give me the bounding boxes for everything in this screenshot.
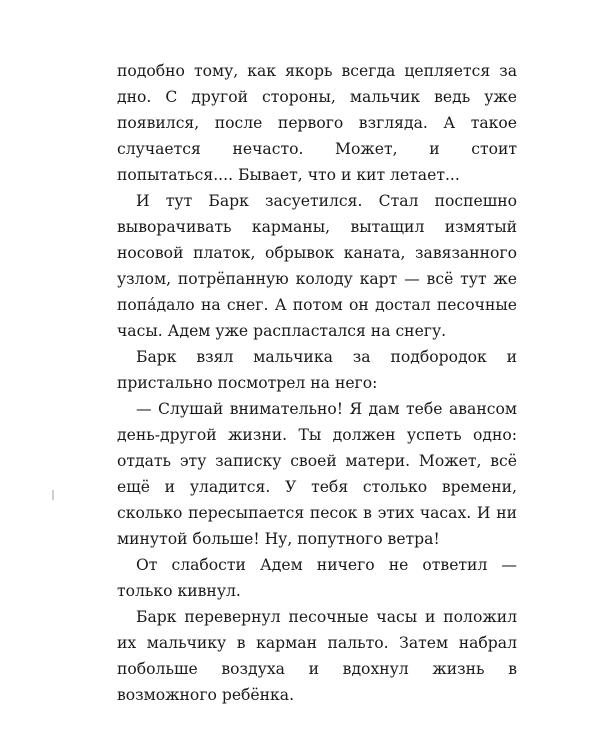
- body-text: [117, 58, 517, 708]
- paragraph-1: подобно тому, как якорь всегда цепляется за дно. С другой стороны, мальчик ведь уже появился, после первого взгляда. А такое случается нечасто. Может, и стоит попытаться.... Бывает, что и кит летает...: [117, 62, 517, 184]
- paragraph-5: От слабости Адем ничего не ответил — только кивнул.: [117, 556, 517, 600]
- paragraph-2: И тут Барк засуетился. Стал поспешно выворачивать карманы, вытащил измятый носовой платок, обрывок каната, завязанного узлом, потрёпанную колоду карт — всё тут же попáдало на снег. А потом он достал песочные часы. Адем уже распластался на снегу.: [117, 192, 517, 340]
- paragraph-4-dialogue: — Слушай внимательно! Я дам тебе авансом день-другой жизни. Ты должен успеть одно: отдать эту записку своей матери. Может, всё ещё и уладится. У тебя столько времени, сколько пересыпается песок в этих часах. И ни минутой больше! Ну, попутного ветра!: [117, 400, 517, 548]
- margin-mark: [52, 490, 54, 500]
- paragraph-6: Барк перевернул песочные часы и положил их мальчику в карман пальто. Затем набрал побольше воздуха и вдохнул жизнь в возможного ребёнка.: [117, 608, 517, 704]
- paragraph-3: Барк взял мальчика за подбородок и пристально посмотрел на него:: [117, 348, 517, 392]
